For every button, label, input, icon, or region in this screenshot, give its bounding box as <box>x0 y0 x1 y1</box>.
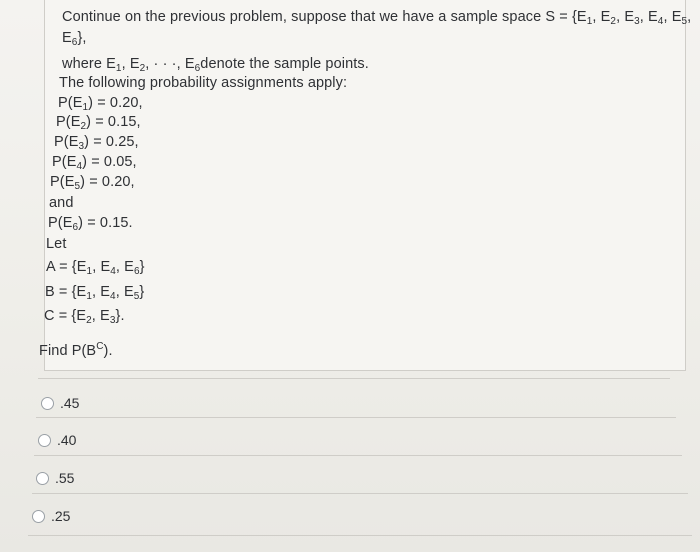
probability-e6: $P(E_6) = 0.15$. <box>48 215 133 233</box>
question-intro-line1: Continue on the previous problem, suppose that we have a sample space $S = \{E_1$, $E_2$, $E_3$, $E_4$, $E_5$, <box>62 9 692 27</box>
divider <box>28 535 692 536</box>
answer-option-label: .55 <box>55 470 75 486</box>
set-c-definition: $C = \{E_2$, $E_3$}. <box>44 308 125 326</box>
assignments-heading: The following probability assignments apply: <box>59 75 348 91</box>
divider <box>38 378 670 379</box>
sample-points-definition: where $E_1$, $E_2$, · · ·, $E_6denote$ the sample points. <box>62 56 369 74</box>
answer-option-label: .45 <box>60 395 80 411</box>
set-b-definition: $B = \{E_1$, $E_4$, $E_5$} <box>45 284 145 302</box>
let-word: Let <box>46 236 67 252</box>
answer-option-label: .25 <box>51 508 71 524</box>
probability-e3: $P(E_3) = 0.25$, <box>54 134 139 152</box>
divider <box>32 493 688 494</box>
answer-option-4[interactable] <box>32 508 70 524</box>
answer-option-label: .40 <box>57 432 77 448</box>
probability-e5: $P(E_5) = 0.20$, <box>50 174 135 192</box>
probability-e4: $P(E_4) = 0.05$, <box>52 154 137 172</box>
divider <box>34 455 682 456</box>
divider <box>36 417 676 418</box>
answer-option-2[interactable] <box>38 432 76 448</box>
probability-e1: $P(E_1) = 0.20$, <box>58 95 143 113</box>
answer-option-1[interactable] <box>41 395 79 411</box>
answer-option-3[interactable] <box>36 470 74 486</box>
and-word: and <box>49 195 74 211</box>
set-a-definition: $A = \{E_1$, $E_4$, $E_6$} <box>46 259 145 277</box>
probability-e2: $P(E_2) = 0.15$, <box>56 114 141 132</box>
find-prompt: Find $P(B^C)$. <box>39 341 113 359</box>
radio-button[interactable] <box>41 397 54 410</box>
radio-button[interactable] <box>32 510 45 523</box>
question-intro-line2: $E_6$}, <box>62 30 87 48</box>
radio-button[interactable] <box>36 472 49 485</box>
radio-button[interactable] <box>38 434 51 447</box>
